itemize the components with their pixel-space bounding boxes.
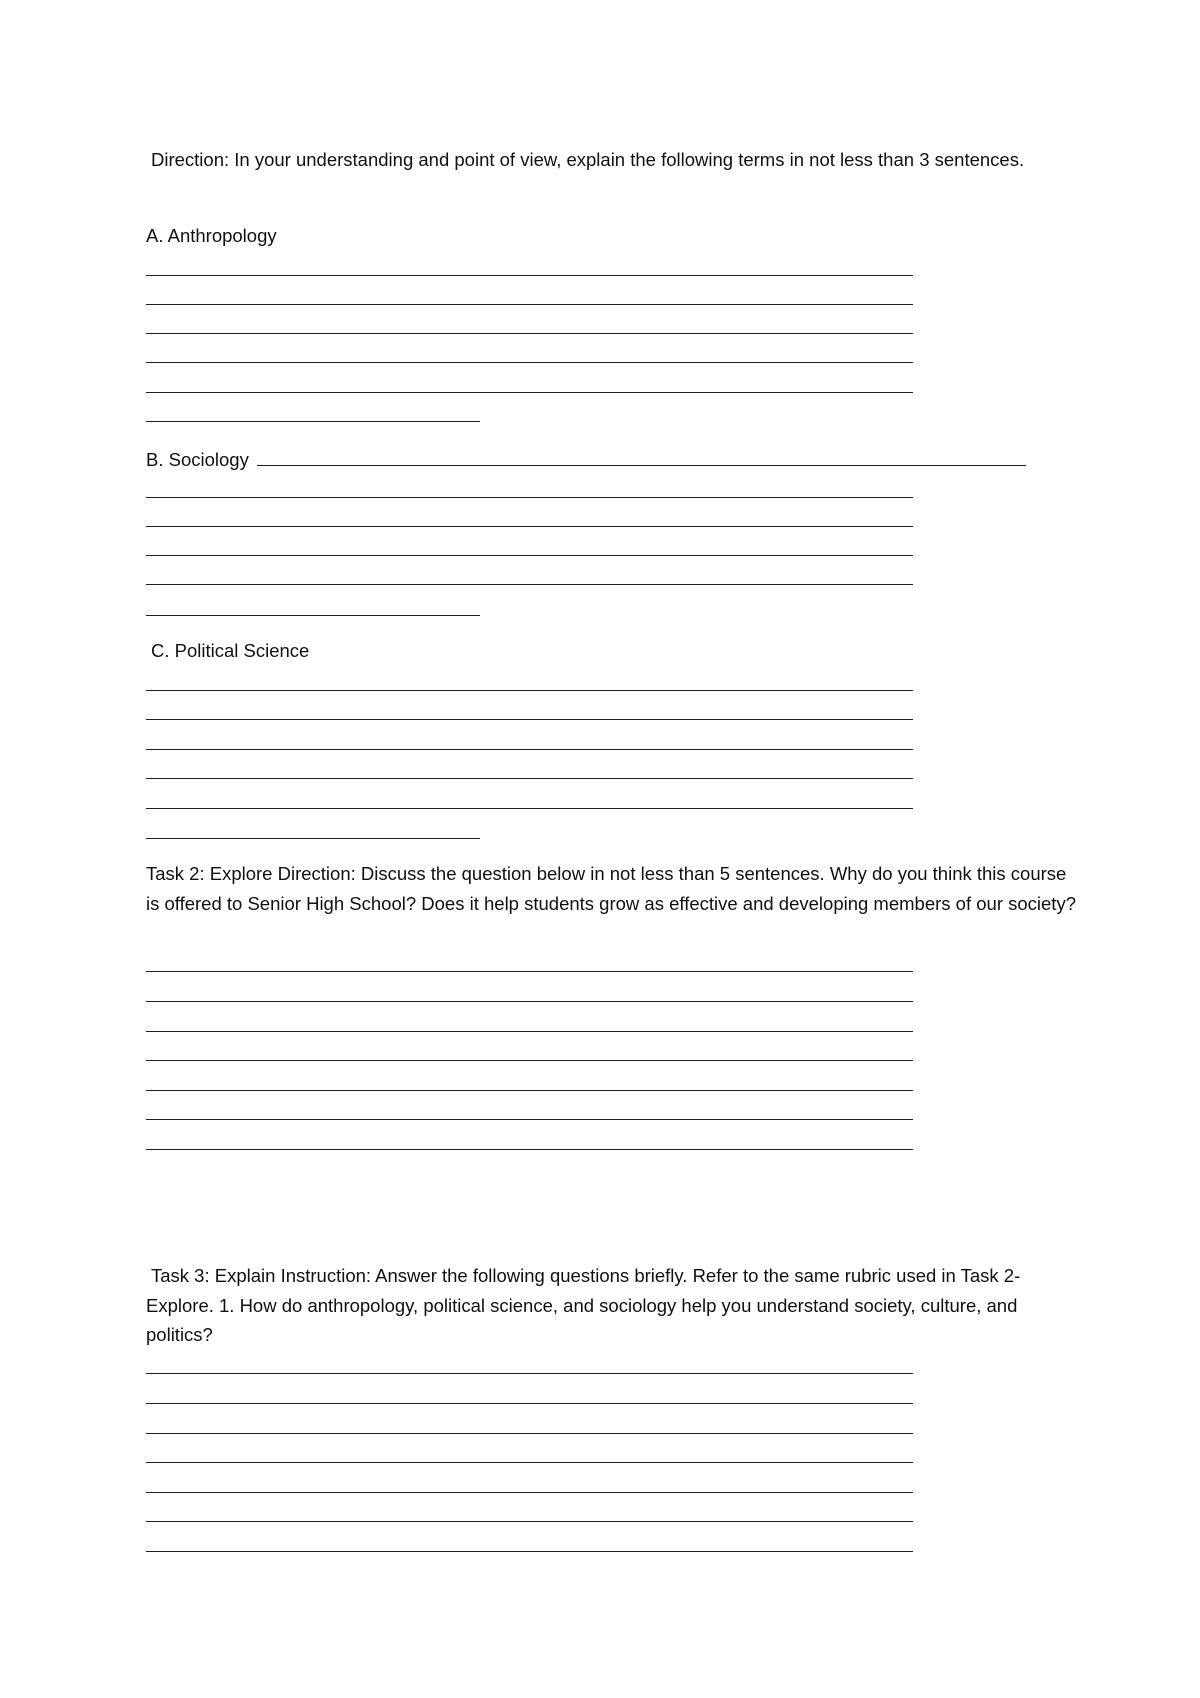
section-c-label: C. Political Science (151, 640, 310, 661)
section-a-label: A. Anthropology (146, 225, 277, 246)
answer-line[interactable] (146, 719, 913, 720)
answer-line[interactable] (146, 392, 913, 393)
answer-line[interactable] (146, 971, 913, 972)
answer-line[interactable] (146, 1031, 913, 1032)
answer-line[interactable] (146, 1149, 913, 1150)
answer-line[interactable] (146, 1551, 913, 1552)
direction-text: Direction: In your understanding and point of view, explain the following terms in not less than 3 sentences. (151, 149, 1025, 170)
answer-line-inline[interactable] (257, 445, 1026, 466)
answer-line[interactable] (146, 1119, 913, 1120)
answer-line[interactable] (146, 690, 913, 691)
answer-line[interactable] (146, 362, 913, 363)
answer-line[interactable] (146, 304, 913, 305)
answer-line[interactable] (146, 1373, 913, 1374)
answer-line-short[interactable] (146, 615, 480, 616)
answer-line[interactable] (146, 1001, 913, 1002)
answer-line-short[interactable] (146, 838, 480, 839)
answer-line[interactable] (146, 1090, 913, 1091)
answer-line[interactable] (146, 778, 913, 779)
answer-line[interactable] (146, 808, 913, 809)
answer-line[interactable] (146, 1403, 913, 1404)
section-b-label: B. Sociology (146, 449, 249, 470)
answer-line[interactable] (146, 584, 913, 585)
answer-line[interactable] (146, 333, 913, 334)
answer-line[interactable] (146, 497, 913, 498)
answer-line[interactable] (146, 526, 913, 527)
task3-text: Task 3: Explain Instruction: Answer the following questions briefly. Refer to the same rubric used in Task 2- Explore. 1. How do anthropology, political science, and sociology help you understand society, culture, and politics? (146, 1265, 1021, 1345)
task2-text: Task 2: Explore Direction: Discuss the question below in not less than 5 sentences. Why do you think this course is offered to Senior High School? Does it help students grow as effective and developing members of our society? (146, 863, 1076, 914)
answer-line[interactable] (146, 1492, 913, 1493)
section-b-row (146, 445, 1026, 475)
answer-line-short[interactable] (146, 421, 480, 422)
answer-line[interactable] (146, 1060, 913, 1061)
answer-line[interactable] (146, 1521, 913, 1522)
answer-line[interactable] (146, 275, 913, 276)
answer-line[interactable] (146, 749, 913, 750)
answer-line[interactable] (146, 1433, 913, 1434)
answer-line[interactable] (146, 1462, 913, 1463)
answer-line[interactable] (146, 555, 913, 556)
